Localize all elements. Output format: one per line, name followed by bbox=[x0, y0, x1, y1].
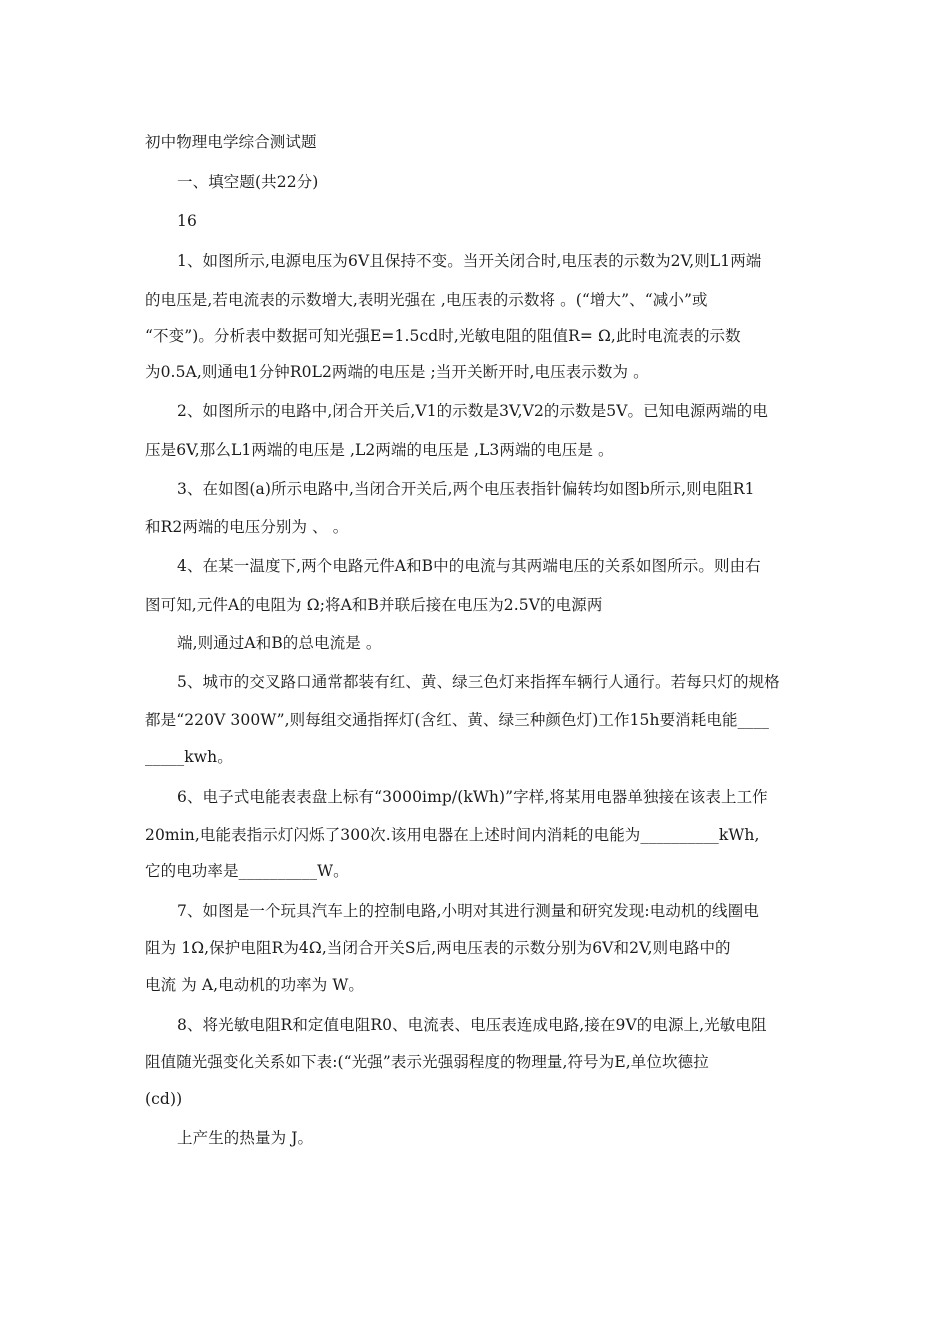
paragraph-line: 和R2两端的电压分别为 、 。 bbox=[145, 518, 349, 536]
paragraph-line: 压是6V,那么L1两端的电压是 ,L2两端的电压是 ,L3两端的电压是 。 bbox=[145, 441, 614, 459]
paragraph-line: 7、如图是一个玩具汽车上的控制电路,小明对其进行测量和研究发现:电动机的线圈电 bbox=[177, 902, 759, 920]
paragraph-line: 它的电功率是__________W。 bbox=[145, 862, 349, 880]
paragraph-line: 8、将光敏电阻R和定值电阻R0、电流表、电压表连成电路,接在9V的电源上,光敏电阻 bbox=[177, 1016, 767, 1034]
paragraph-line: 图可知,元件A的电阻为 Ω;将A和B并联后接在电压为2.5V的电源两 bbox=[145, 596, 603, 614]
paragraph-line: 4、在某一温度下,两个电路元件A和B中的电流与其两端电压的关系如图所示。则由右 bbox=[177, 557, 761, 575]
paragraph-line: 20min,电能表指示灯闪烁了300次.该用电器在上述时间内消耗的电能为__________kWh, bbox=[145, 826, 760, 844]
paragraph-line: 6、电子式电能表表盘上标有“3000imp/(kWh)”字样,将某用电器单独接在该表上工作 bbox=[177, 788, 768, 806]
paragraph-line: 的电压是,若电流表的示数增大,表明光强在 ,电压表的示数将 。(“增大”、“减小”或 bbox=[145, 291, 708, 309]
paragraph-line: 为0.5A,则通电1分钟R0L2两端的电压是 ;当开关断开时,电压表示数为 。 bbox=[145, 363, 649, 381]
paragraph-line: _____kwh。 bbox=[145, 748, 233, 766]
paragraph-line: 阻值随光强变化关系如下表:(“光强”表示光强弱程度的物理量,符号为E,单位坎德拉 bbox=[145, 1053, 709, 1071]
paragraph-line: 阻为 1Ω,保护电阻R为4Ω,当闭合开关S后,两电压表的示数分别为6V和2V,则电路中的 bbox=[145, 939, 731, 957]
paragraph-line: 端,则通过A和B的总电流是 。 bbox=[177, 634, 382, 652]
section-heading: 一、填空题(共22分) bbox=[177, 173, 319, 191]
page-number: 16 bbox=[177, 212, 197, 230]
paragraph-line: 电流 为 A,电动机的功率为 W。 bbox=[145, 976, 365, 994]
paragraph-line: 1、如图所示,电源电压为6V且保持不变。当开关闭合时,电压表的示数为2V,则L1两端 bbox=[177, 252, 762, 270]
paragraph-line: (cd)) bbox=[145, 1090, 183, 1108]
paragraph-line: 上产生的热量为 J。 bbox=[177, 1129, 314, 1147]
paragraph-line: 2、如图所示的电路中,闭合开关后,V1的示数是3V,V2的示数是5V。已知电源两端的电 bbox=[177, 402, 768, 420]
paragraph-line: 都是“220V 300W”,则每组交通指挥灯(含红、黄、绿三种颜色灯)工作15h要消耗电能____ bbox=[145, 711, 769, 729]
paragraph-line: “不变”)。分析表中数据可知光强E=1.5cd时,光敏电阻的阻值R= Ω,此时电流表的示数 bbox=[145, 327, 741, 345]
paragraph-line: 3、在如图(a)所示电路中,当闭合开关后,两个电压表指针偏转均如图b所示,则电阻R1 bbox=[177, 480, 755, 498]
paragraph-line: 5、城市的交叉路口通常都装有红、黄、绿三色灯来指挥车辆行人通行。若每只灯的规格 bbox=[177, 673, 780, 691]
document-title: 初中物理电学综合测试题 bbox=[145, 133, 317, 151]
